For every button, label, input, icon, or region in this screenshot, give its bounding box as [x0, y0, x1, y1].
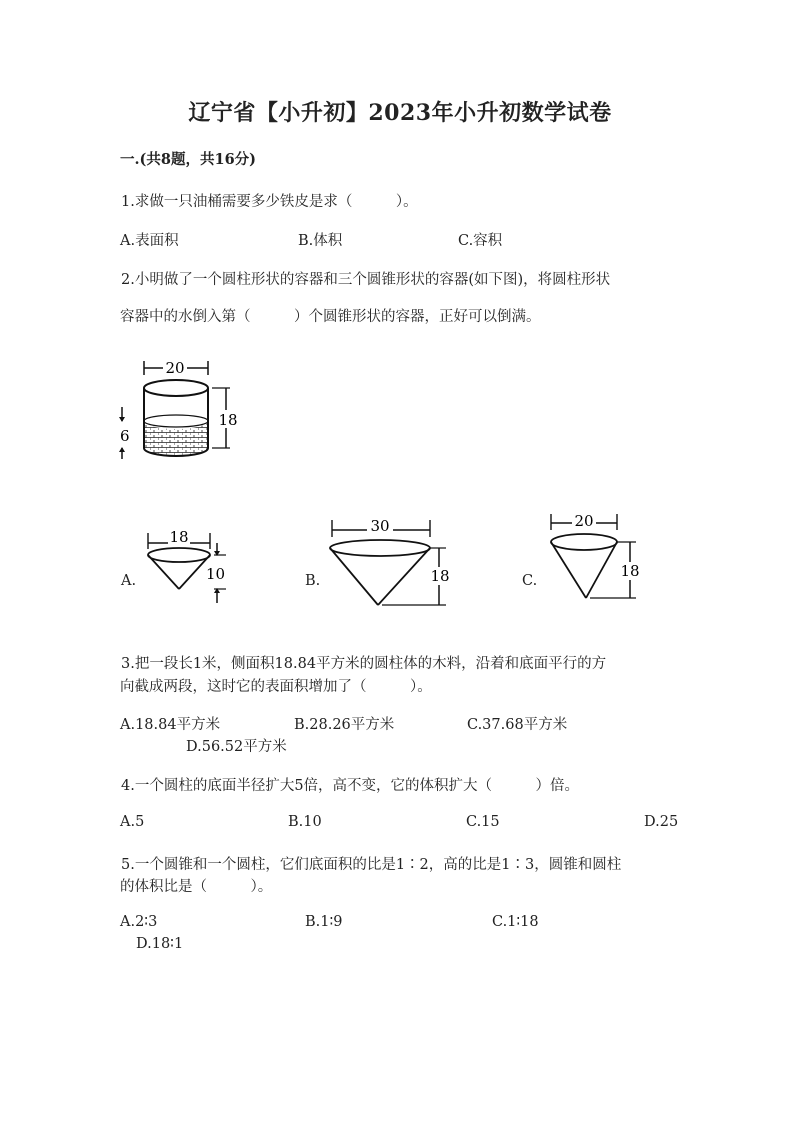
question-5-option-a[interactable]: A.2∶3: [120, 914, 158, 930]
question-4-option-c[interactable]: C.15: [466, 814, 500, 830]
cone-a-figure: [140, 525, 240, 607]
question-4-option-d[interactable]: D.25: [644, 814, 679, 830]
cylinder-diameter-label: 20: [165, 359, 185, 377]
cylinder-figure: [118, 355, 248, 465]
cone-a-diameter-label: 18: [169, 528, 189, 546]
question-1-option-b[interactable]: B.体积: [298, 233, 343, 249]
question-5-option-c[interactable]: C.1∶18: [492, 914, 539, 930]
cylinder-height-label: 18: [218, 411, 238, 429]
question-2-line-1: 2.小明做了一个圆柱形状的容器和三个圆锥形状的容器(如下图)，将圆柱形状: [121, 272, 611, 288]
question-5-option-b[interactable]: B.1∶9: [305, 914, 343, 930]
page-title: 辽宁省【小升初】2023年小升初数学试卷: [188, 100, 612, 126]
question-4-option-b[interactable]: B.10: [288, 814, 322, 830]
cone-c-option[interactable]: C.: [522, 573, 538, 589]
question-3-option-b[interactable]: B.28.26平方米: [294, 717, 395, 733]
question-5-line-2: 的体积比是（ ）。: [120, 879, 273, 895]
question-5-option-d[interactable]: D.18∶1: [136, 936, 184, 952]
cone-c-diameter-label: 20: [574, 512, 594, 530]
question-3-line-2: 向截成两段，这时它的表面积增加了（ ）。: [120, 679, 432, 695]
question-3-option-c[interactable]: C.37.68平方米: [467, 717, 568, 733]
cone-b-option[interactable]: B.: [305, 573, 321, 589]
cone-c-height-label: 18: [620, 562, 640, 580]
section-header: 一.(共8题，共16分): [120, 151, 257, 168]
question-3-line-1: 3.把一段长1米，侧面积18.84平方米的圆柱体的木料，沿着和底面平行的方: [121, 656, 607, 672]
question-3-option-d[interactable]: D.56.52平方米: [186, 739, 287, 755]
question-1-option-c[interactable]: C.容积: [458, 233, 503, 249]
cone-a-height-label: 10: [206, 565, 226, 583]
cone-b-figure: [322, 515, 452, 610]
cone-a-option[interactable]: A.: [121, 573, 137, 589]
cone-c-figure: [540, 510, 650, 605]
question-1-text: 1.求做一只油桶需要多少铁皮是求（ ）。: [121, 194, 418, 210]
cone-b-height-label: 18: [430, 567, 450, 585]
question-4-option-a[interactable]: A.5: [120, 814, 145, 830]
question-4-text: 4.一个圆柱的底面半径扩大5倍，高不变，它的体积扩大（ ）倍。: [121, 778, 580, 794]
question-5-line-1: 5.一个圆锥和一个圆柱，它们底面积的比是1∶2，高的比是1∶3，圆锥和圆柱: [121, 857, 622, 873]
question-1-option-a[interactable]: A.表面积: [120, 233, 179, 249]
question-3-option-a[interactable]: A.18.84平方米: [120, 717, 221, 733]
cone-b-diameter-label: 30: [370, 517, 390, 535]
cylinder-water-label: 6: [120, 427, 130, 445]
question-2-line-2: 容器中的水倒入第（ ）个圆锥形状的容器，正好可以倒满。: [120, 309, 541, 325]
